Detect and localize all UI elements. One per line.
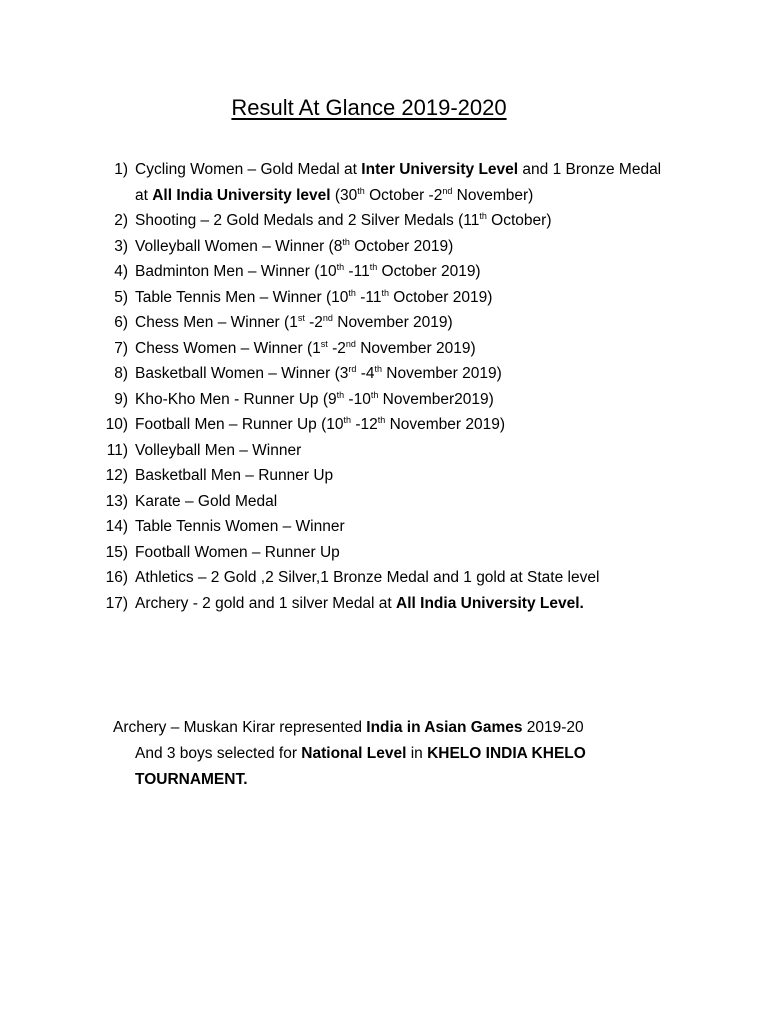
note-line xyxy=(113,741,713,767)
text-run: November 2019) xyxy=(385,416,506,433)
text-run: -11 xyxy=(344,263,370,280)
superscript-text: th xyxy=(479,211,487,221)
text-run: (30 xyxy=(330,186,358,204)
superscript-text: th xyxy=(343,415,352,425)
text-run: October 2019) xyxy=(377,263,481,280)
item-number: 1) xyxy=(114,161,128,178)
text-run: -11 xyxy=(355,288,382,306)
item-number: 4) xyxy=(114,263,128,280)
superscript-text: th xyxy=(336,389,345,400)
text-run: 2019-20 xyxy=(522,719,584,736)
text-run: November 2019) xyxy=(382,365,502,382)
text-run: Cycling Women – Gold Medal at xyxy=(135,161,362,178)
result-item xyxy=(0,463,740,489)
text-run: Basketball Men – Runner Up xyxy=(135,467,334,484)
text-run: November 2019) xyxy=(355,339,476,357)
superscript-text: th xyxy=(370,389,379,400)
bold-text: All India University level xyxy=(152,186,331,204)
text-run: Archery - 2 gold and 1 silver Medal at xyxy=(135,594,397,612)
result-item xyxy=(0,540,740,566)
text-run: October -2 xyxy=(364,186,443,204)
text-run: October 2019) xyxy=(388,288,493,306)
item-number: 12) xyxy=(105,467,128,484)
result-item xyxy=(0,336,740,362)
result-item xyxy=(0,489,740,515)
superscript-text: th xyxy=(381,287,389,298)
page-title: Result At Glance 2019-2020 xyxy=(231,95,507,120)
superscript-text: th xyxy=(374,364,382,374)
note-line xyxy=(113,715,713,741)
text-run: Archery – Muskan Kirar represented xyxy=(113,719,367,736)
text-run: in xyxy=(406,745,428,762)
text-run: Volleyball Women – Winner (8 xyxy=(135,237,343,255)
result-item xyxy=(0,514,740,540)
result-item xyxy=(0,387,740,413)
result-item-continuation xyxy=(0,183,740,209)
item-number: 3) xyxy=(114,237,128,255)
superscript-text: st xyxy=(320,338,328,349)
item-number: 5) xyxy=(114,288,128,306)
text-run: at xyxy=(135,186,153,204)
text-run: -2 xyxy=(304,314,323,331)
text-run: -4 xyxy=(356,365,375,382)
results-list xyxy=(0,157,740,616)
result-item xyxy=(0,259,740,285)
text-run: November) xyxy=(452,186,534,204)
item-number: 7) xyxy=(114,339,128,357)
text-run: -10 xyxy=(344,390,371,408)
item-number: 16) xyxy=(105,569,128,586)
text-run: Kho-Kho Men - Runner Up (9 xyxy=(135,390,337,408)
superscript-text: nd xyxy=(345,338,356,349)
text-run: Shooting – 2 Gold Medals and 2 Silver Medals (11 xyxy=(135,212,480,229)
text-run: Table Tennis Women – Winner xyxy=(135,518,345,535)
item-number: 14) xyxy=(105,518,128,535)
text-run: Football Men – Runner Up (10 xyxy=(135,416,344,433)
text-run: November2019) xyxy=(378,390,494,408)
text-run: November 2019) xyxy=(332,314,453,331)
superscript-text: th xyxy=(377,415,386,425)
result-item xyxy=(0,361,740,387)
text-run: Chess Men – Winner (1 xyxy=(135,314,298,331)
text-run: Volleyball Men – Winner xyxy=(135,441,302,459)
bold-text: Inter University Level xyxy=(361,161,519,178)
text-run: Badminton Men – Winner (10 xyxy=(135,263,337,280)
text-run: and 1 Bronze Medal xyxy=(518,161,662,178)
item-number: 8) xyxy=(114,365,128,382)
text-run: Athletics – 2 Gold ,2 Silver,1 Bronze Medal and 1 gold at State level xyxy=(135,569,600,586)
result-item xyxy=(0,208,740,234)
note-line xyxy=(113,767,713,793)
text-run: October 2019) xyxy=(349,237,454,255)
text-run: Table Tennis Men – Winner (10 xyxy=(135,288,349,306)
result-item xyxy=(0,412,740,438)
text-run: And 3 boys selected for xyxy=(135,745,302,762)
item-number: 15) xyxy=(105,543,128,561)
item-number: 11) xyxy=(106,441,128,459)
superscript-text: st xyxy=(297,313,305,323)
item-number: 13) xyxy=(105,492,128,510)
bold-text: All India University Level. xyxy=(396,594,584,612)
superscript-text: th xyxy=(369,262,378,272)
result-item xyxy=(0,310,740,336)
text-run: Football Women – Runner Up xyxy=(135,543,340,561)
archery-note xyxy=(113,715,713,793)
item-number: 6) xyxy=(114,314,128,331)
bold-text: KHELO INDIA KHELO xyxy=(427,745,586,762)
text-run: -12 xyxy=(351,416,378,433)
superscript-text: th xyxy=(357,185,365,196)
result-item xyxy=(0,438,740,464)
result-item xyxy=(0,285,740,311)
bold-text: TOURNAMENT. xyxy=(135,771,248,788)
superscript-text: nd xyxy=(322,313,333,323)
text-run: -2 xyxy=(327,339,346,357)
result-item xyxy=(0,565,740,591)
item-number: 17) xyxy=(105,594,128,612)
result-item xyxy=(0,591,740,617)
superscript-text: th xyxy=(336,262,345,272)
bold-text: India in Asian Games xyxy=(366,719,523,736)
result-item xyxy=(0,234,740,260)
item-number: 2) xyxy=(114,212,128,229)
superscript-text: th xyxy=(348,287,356,298)
bold-text: National Level xyxy=(301,745,407,762)
text-run: Basketball Women – Winner (3 xyxy=(135,365,349,382)
result-item xyxy=(0,157,740,183)
superscript-text: rd xyxy=(348,364,357,374)
item-number: 10) xyxy=(105,416,128,433)
item-number: 9) xyxy=(114,390,128,408)
text-run: Karate – Gold Medal xyxy=(135,492,278,510)
superscript-text: nd xyxy=(442,185,453,196)
text-run: Chess Women – Winner (1 xyxy=(135,339,321,357)
text-run: October) xyxy=(486,212,552,229)
superscript-text: th xyxy=(342,236,350,247)
